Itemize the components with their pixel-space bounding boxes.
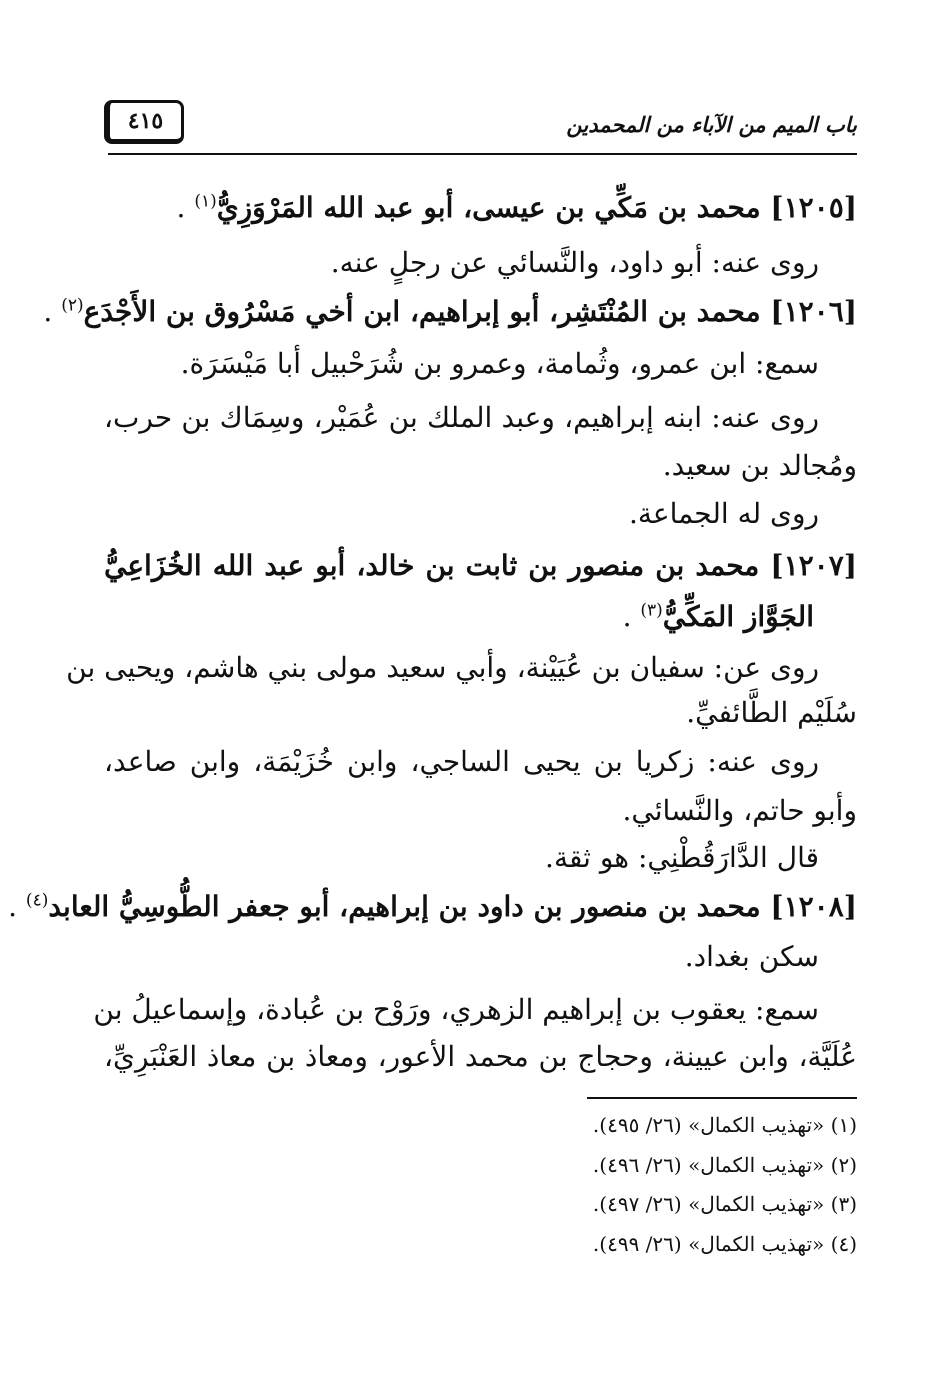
footnote-3: (٣) «تهذيب الكمال» (٢٦/ ٤٩٧). bbox=[592, 1192, 857, 1216]
entry-1207-heading-end: . bbox=[622, 600, 641, 633]
entry-1208-line-2: سمع: يعقوب بن إبراهيم الزهري، ورَوْح بن عُبادة، وإسماعيلُ بن bbox=[93, 993, 819, 1026]
footnote-ref-1: (١) bbox=[194, 191, 217, 212]
footnote-4: (٤) «تهذيب الكمال» (٢٦/ ٤٩٩). bbox=[592, 1232, 857, 1256]
footnote-2: (٢) «تهذيب الكمال» (٢٦/ ٤٩٦). bbox=[592, 1153, 857, 1177]
entry-1208-line-1: سكن بغداد. bbox=[684, 940, 819, 973]
entry-1207-heading-line-2 bbox=[104, 597, 814, 637]
entry-1208-heading: [١٢٠٨] محمد بن منصور بن داود بن إبراهيم، أبو جعفر الطُّوسِيُّ العابد bbox=[48, 890, 857, 923]
entry-1207-line-1: روى عن: سفيان بن عُيَيْنة، وأبي سعيد مولى بني هاشم، ويحيى بن bbox=[66, 651, 819, 684]
entry-1208-heading-line bbox=[8, 887, 857, 927]
entry-1206-line-1: سمع: ابن عمرو، وثُمامة، وعمرو بن شُرَحْبيل أبا مَيْسَرَة. bbox=[180, 347, 819, 380]
footnote-rule bbox=[587, 1097, 857, 1099]
entry-1205-heading: [١٢٠٥] محمد بن مَكِّي بن عيسى، أبو عبد الله المَرْوَزِيُّ bbox=[216, 191, 857, 224]
footnote-ref-2: (٢) bbox=[61, 295, 84, 316]
entry-1207-line-5: قال الدَّارَقُطْنِي: هو ثقة. bbox=[545, 841, 819, 874]
footnote-1: (١) «تهذيب الكمال» (٢٦/ ٤٩٥). bbox=[592, 1113, 857, 1137]
entry-1205-heading-line bbox=[104, 188, 857, 228]
entry-1205-line-1: روى عنه: أبو داود، والنَّسائي عن رجلٍ عنه. bbox=[330, 246, 819, 279]
entry-1207-heading-1: [١٢٠٧] محمد بن منصور بن ثابت بن خالد، أبو عبد الله الخُزَاعِيُّ bbox=[104, 549, 857, 582]
entry-1205-heading-end: . bbox=[176, 191, 195, 224]
entry-1206-heading-end: . bbox=[43, 295, 62, 328]
entry-1207-line-4: وأبو حاتم، والنَّسائي. bbox=[622, 794, 857, 827]
entry-1206-heading: [١٢٠٦] محمد بن المُنْتَشِر، أبو إبراهيم، ابن أخي مَسْرُوق بن الأَجْدَع bbox=[83, 295, 857, 328]
entry-1206-line-2: روى عنه: ابنه إبراهيم، وعبد الملك بن عُمَيْر، وسِمَاك بن حرب، bbox=[104, 401, 819, 434]
entry-1206-heading-line bbox=[43, 292, 857, 332]
footnote-ref-3: (٣) bbox=[640, 600, 663, 621]
entry-1207-line-2: سُلَيْم الطَّائفيِّ. bbox=[686, 696, 857, 729]
entry-1207-heading-2: الجَوَّاز المَكِّيُّ bbox=[662, 600, 814, 633]
entry-1208-line-3: عُلَيَّة، وابن عيينة، وحجاج بن محمد الأعور، ومعاذ بن معاذ العَنْبَرِيِّ، bbox=[104, 1040, 857, 1073]
entry-1206-line-3: ومُجالد بن سعيد. bbox=[662, 449, 857, 482]
header-rule bbox=[108, 153, 857, 155]
page-number: ٤١٥ bbox=[104, 100, 184, 144]
entry-1208-heading-end: . bbox=[8, 890, 26, 923]
running-title: باب الميم من الآباء من المحمدين bbox=[566, 112, 857, 137]
footnote-ref-4: (٤) bbox=[25, 890, 49, 911]
entry-1206-line-4: روى له الجماعة. bbox=[628, 497, 819, 530]
entry-1207-line-3: روى عنه: زكريا بن يحيى الساجي، وابن خُزَيْمَة، وابن صاعد، bbox=[104, 745, 819, 778]
